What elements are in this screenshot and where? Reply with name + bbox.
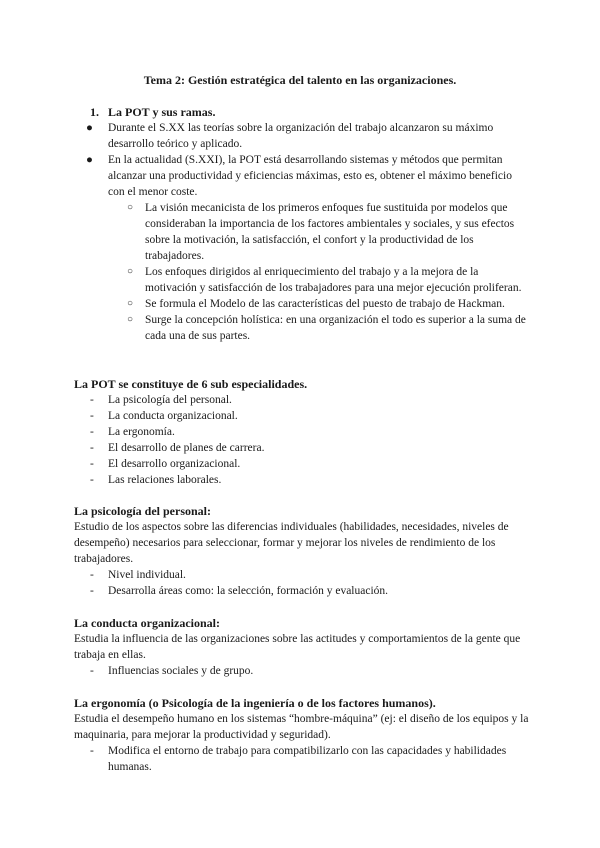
list-item-text: El desarrollo de planes de carrera.	[108, 442, 265, 454]
list-item-text: La ergonomía.	[108, 426, 175, 438]
list-item-text: Durante el S.XX las teorías sobre la organización del trabajo alcanzaron su máximo desarrollo teórico y aplicado.	[108, 122, 494, 150]
bullet-list	[74, 120, 530, 200]
dash-marker: -	[90, 442, 94, 454]
list-item-text: En la actualidad (S.XXI), la POT está desarrollando sistemas y métodos que permitan alcanzar una productividad y eficiencias máximas, esto es, obtener el máximo beneficio con el menor coste.	[108, 154, 512, 198]
bullet-marker: ●	[86, 154, 93, 166]
list-item-text: Se formula el Modelo de las características del puesto de trabajo de Hackman.	[145, 298, 505, 310]
list-item-text: La visión mecanicista de los primeros enfoques fue sustituida por modelos que consideraban la importancia de los factores ambientales y sociales, y sus efectos sobre la motivación, la satisfacción, el confort y la productividad de los trabajadores.	[145, 202, 515, 262]
section-number: 1.	[90, 105, 99, 119]
section-heading	[74, 104, 530, 120]
circle-marker: ○	[127, 314, 134, 325]
list-item	[74, 296, 530, 312]
list-item-text: Modifica el entorno de trabajo para compatibilizarlo con las capacidades y habilidades humanas.	[108, 745, 507, 773]
section-paragraph: Estudia la influencia de las organizaciones sobre las actitudes y comportamientos de la gente que trabaja en ellas.	[74, 633, 521, 661]
section-ergonomia	[74, 695, 530, 775]
dash-list	[74, 743, 530, 775]
circle-marker: ○	[127, 202, 134, 213]
list-item	[74, 200, 530, 264]
section-heading: La POT se constituye de 6 sub especialidades.	[74, 377, 308, 391]
circle-marker: ○	[127, 298, 134, 309]
bullet-marker: ●	[86, 122, 93, 134]
section-subespecialidades	[74, 376, 530, 488]
list-item-text: Surge la concepción holística: en una organización el todo es superior a la suma de cada una de sus partes.	[145, 314, 526, 342]
list-item-text: El desarrollo organizacional.	[108, 458, 241, 470]
list-item	[74, 583, 530, 599]
list-item-text: Desarrolla áreas como: la selección, formación y evaluación.	[108, 585, 389, 597]
dash-marker: -	[90, 569, 94, 581]
list-item	[74, 152, 530, 200]
list-item	[74, 312, 530, 344]
list-item-text: Influencias sociales y de grupo.	[108, 665, 254, 677]
list-item	[74, 456, 530, 472]
dash-marker: -	[90, 394, 94, 406]
sub-bullet-list	[74, 200, 530, 344]
list-item	[74, 663, 530, 679]
section-conducta-organizacional	[74, 615, 530, 679]
section-heading: La conducta organizacional:	[74, 616, 220, 630]
section-heading-text: La POT y sus ramas.	[108, 105, 216, 119]
list-item	[74, 440, 530, 456]
list-item	[74, 120, 530, 152]
list-item	[74, 408, 530, 424]
section-paragraph: Estudio de los aspectos sobre las diferencias individuales (habilidades, necesidades, niveles de desempeño) necesarios para seleccionar, formar y mejorar los niveles de rendimiento de los trabajadores.	[74, 521, 509, 565]
list-item	[74, 567, 530, 583]
dash-marker: -	[90, 665, 94, 677]
list-item	[74, 392, 530, 408]
dash-marker: -	[90, 426, 94, 438]
list-item	[74, 424, 530, 440]
section-psicologia-personal	[74, 503, 530, 599]
section-heading: La psicología del personal:	[74, 504, 212, 518]
list-item-text: La conducta organizacional.	[108, 410, 238, 422]
dash-marker: -	[90, 410, 94, 422]
list-item	[74, 264, 530, 296]
list-item	[74, 743, 530, 775]
circle-marker: ○	[127, 266, 134, 277]
section-paragraph: Estudia el desempeño humano en los sistemas “hombre-máquina” (ej: el diseño de los equipos y la maquinaria, para mejorar la productividad y seguridad).	[74, 713, 529, 741]
dash-list	[74, 663, 530, 679]
dash-marker: -	[90, 474, 94, 486]
section-pot-ramas	[74, 104, 530, 344]
dash-list	[74, 392, 530, 488]
dash-marker: -	[90, 745, 94, 757]
section-heading: La ergonomía (o Psicología de la ingeniería o de los factores humanos).	[74, 696, 436, 710]
list-item-text: Las relaciones laborales.	[108, 474, 222, 486]
list-item-text: La psicología del personal.	[108, 394, 232, 406]
dash-marker: -	[90, 458, 94, 470]
dash-list	[74, 567, 530, 599]
list-item-text: Nivel individual.	[108, 569, 186, 581]
list-item	[74, 472, 530, 488]
list-item-text: Los enfoques dirigidos al enriquecimiento del trabajo y a la mejora de la motivación y satisfacción de los trabajadores para una mejor ejecución proliferan.	[145, 266, 522, 294]
document-title: Tema 2: Gestión estratégica del talento en las organizaciones.	[143, 73, 457, 87]
dash-marker: -	[90, 585, 94, 597]
